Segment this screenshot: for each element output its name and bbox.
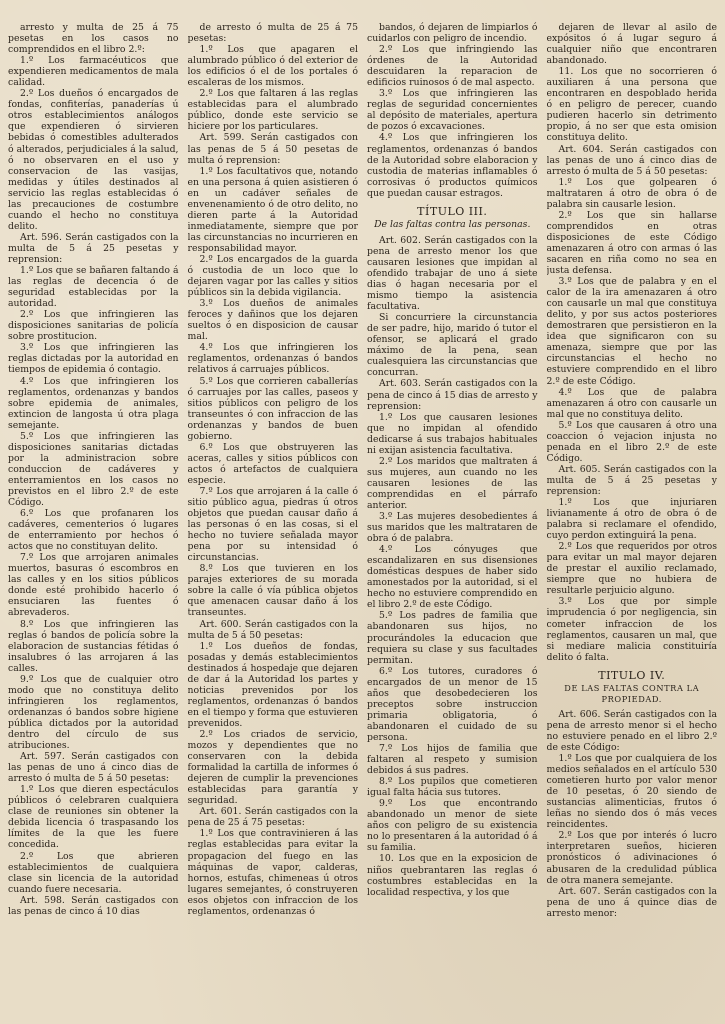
paragraph: 8.º Los pupilos que cometieren igual falta hácia sus tutores. bbox=[367, 776, 538, 799]
article-heading: Art. 596. Serán castigados con la multa de 5 á 25 pesetas y reprension: bbox=[8, 231, 179, 265]
paragraph: 2.º Los que por interés ó lucro interpretaren sueños, hicieren pronósticos ó adivinaciones ó abusaren de la credulidad pública de otra manera semejante. bbox=[546, 830, 717, 886]
paragraph: 1.º Los que dieren espectáculos públicos ó celebraren cualquiera clase de reuniones sin obtener la debida licencia ó traspasando los límites de la que les fuere concedida. bbox=[8, 784, 179, 851]
paragraph: Si concurriere la circunstancia de ser padre, hijo, marido ó tutor el ofensor, se aplicará el grado máximo de la pena, sean cualesquiera las circunstancias que concurran. bbox=[367, 312, 538, 379]
paragraph: 7.º Los que arrojaren á la calle ó sitio público agua, piedras ú otros objetos que puedan causar daño á las personas ó en las cosas, si el hecho no tuviere señalada mayor pena por su intensidad ó circunstancias. bbox=[187, 485, 358, 564]
article-heading: Art. 602. Serán castigados con la pena de arresto menor los que causaren lesiones que impidan al ofendido trabajar de uno á siete dias ó hagan necesaria por el mismo tiempo la asistencia facultativa. bbox=[367, 234, 538, 313]
paragraph: 2.º Los que infringiendo las órdenes de la Autoridad descuidaren la reparacion de edificios ruinosos ó de mal aspecto. bbox=[367, 44, 538, 89]
paragraph: 4.º Los que de palabra amenazaren á otro con causarle un mal que no constituya delito. bbox=[546, 386, 717, 420]
paragraph: 7.º Los que arrojaren animales muertos, basuras ó escombros en las calles y en los sitios públicos donde esté prohibido hacerlo ó ensuciaren las fuentes ó abrevaderos. bbox=[8, 552, 179, 619]
paragraph: 1.º Los que contravinieren á las reglas establecidas para evitar la propagacion del fuego en las máquinas de vapor, calderas, hornos, estufas, chimeneas ú otros lugares semejantes, ó construyeren esos objetos con infraccion de los reglamentos, ordenanzas ó bbox=[187, 828, 358, 917]
article-heading: Art. 603. Serán castigados con la pena de cinco á 15 dias de arresto y reprension: bbox=[367, 378, 538, 412]
paragraph: 5.º Los que infringieren las disposiciones sanitarias dictadas por la administracion sobre conduccion de cadáveres y enterramientos en los casos no previstos en el libro 2.º de este Código. bbox=[8, 430, 179, 509]
section-title: TÍTULO III. bbox=[417, 204, 488, 218]
paragraph: 8.º Los que infringieren las reglas ó bandos de policía sobre la elaboracion de sustancias fétidas ó insalubres ó las arrojaren á las calles. bbox=[8, 618, 179, 674]
paragraph: 1.º Los dueños de fondas, posadas y demás establecimientos destinados á hospedaje que dejaren de dar á la Autoridad los partes y noticias prevenidos por los reglamentos, ordenanzas ó bandos en el tiempo y forma que estuvieren prevenidos. bbox=[187, 640, 358, 729]
article-heading: Art. 604. Serán castigados con las penas de uno á cinco dias de arresto ó multa de 5 á 50 pesetas: bbox=[546, 143, 717, 177]
paragraph: 6.º Los que profanaren los cadáveres, cementerios ó lugares de enterramiento por hechos ó actos que no constituyan delito. bbox=[8, 508, 179, 553]
paragraph: 5.º Los padres de familia que abandonaren sus hijos, no procurándoles la educacion que requiera su clase y sus facultades permitan. bbox=[367, 610, 538, 666]
paragraph: 1.º Los que por cualquiera de los medios señalados en el artículo 530 cometieren hurto por valor menor de 10 pesetas, ó 20 siendo de sustancias alimenticias, frutos ó leñas no siendo dos ó más veces reincidentes. bbox=[546, 753, 717, 831]
column-1 bbox=[8, 22, 179, 1014]
paragraph: 1.º Los que causaren lesiones que no impidan al ofendido dedicarse á sus trabajos habituales ni exijan asistencia facultativa. bbox=[367, 411, 538, 456]
paragraph: 1.º Los que golpearen ó maltrataren á otro de obra ó de palabra sin causarle lesion. bbox=[546, 176, 717, 210]
article-heading: Art. 598. Serán castigados con las penas de cinco á 10 dias bbox=[8, 894, 179, 917]
paragraph: 6.º Los que obstruyeren las aceras, calles y sitios públicos con actos ó artefactos de cualquiera especie. bbox=[187, 441, 358, 486]
paragraph: 2.º Los criados de servicio, mozos y dependientes que no conservaren con la debida formalidad la cartilla de informes ó dejeren de cumplir la prevenciones establecidas para garantía y seguridad. bbox=[187, 729, 358, 807]
paragraph: 4.º Los que infringieren los reglamentos, ordenanzas ó bandos relativos á carruajes públicos. bbox=[187, 342, 358, 376]
paragraph: 9.º Los que encontrando abandonado un menor de siete años con peligro de su existencia no lo presentaren á la autoridad ó á su familia. bbox=[367, 798, 538, 854]
paragraph: 1.º Los facultativos que, notando en una persona á quien asistieren ó en un cadáver señales de envenenamiento ó de otro delito, no dieren parte á la Autoridad inmediatamente, siempre que por las circunstancias no incurrieren en responsabilidad mayor. bbox=[187, 165, 358, 254]
paragraph: 2.º Los que abrieren establecimientos de cualquiera clase sin licencia de la autoridad cuando fuere necesaria. bbox=[8, 850, 179, 895]
paragraph: 3.º Los que de palabra y en el calor de la ira amenazaren á otro con causarle un mal que constituya delito, y por sus actos posteriores demostraren que persistieron en la idea que significaron con su amenaza, siempre que por las circunstancias el hecho no estuviere comprendido en el libro 2.º de este Código. bbox=[546, 276, 717, 387]
paragraph: 2.º Los dueños ó encargados de fondas, confiterías, panaderías ú otros establecimientos análogos que expendieren ó sirvieren bebidas ó comestibles adulterados ó alterados, perjudiciales á la salud, ó no observaren en el uso y conservacion de las vasijas, medidas y útiles destinados al servicio las reglas establecidas ó las precauciones de costumbre cuando el hecho no constituya delito. bbox=[8, 88, 179, 232]
article-heading: Art. 597. Serán castigados con las penas de uno á cinco dias de arresto ó multa de 5 á 50 pesetas: bbox=[8, 751, 179, 785]
paragraph: 9.º Los que de cualquier otro modo que no constituya delito infringieren los reglamentos, ordenanzas ó bandos sobre higiene pública dictados por la autoridad dentro del círculo de sus atribuciones. bbox=[8, 673, 179, 752]
paragraph: arresto y multa de 25 á 75 pesetas en los casos no comprendidos en el libro 2.º: bbox=[8, 22, 179, 56]
paragraph: bandos, ó dejaren de limpiarlos ó cuidarlos con peligro de incendio. bbox=[367, 22, 538, 45]
article-heading: Art. 600. Serán castigados con la multa de 5 á 50 pesetas: bbox=[187, 618, 358, 641]
paragraph: 5.º Los que corrieren caballerías ó carruajes por las calles, paseos y sitios públicos con peligro de los transeuntes ó con infraccion de las ordenanzas y bandos de buen gobierno. bbox=[187, 375, 358, 442]
paragraph: 3.º Las mujeres desobedientes á sus maridos que les maltrataren de obra ó de palabra. bbox=[367, 511, 538, 545]
paragraph: 11. Los que no socorrieren ó auxiliaren á una persona que encontraren en despoblado herida ó en peligro de perecer, cuando pudieren hacerlo sin detrimento propio, á no ser que esta omision constituya delito. bbox=[546, 66, 717, 144]
column-4 bbox=[547, 22, 718, 1014]
paragraph: 3.º Los que infringieren las reglas de seguridad concernientes al depósito de materiales, apertura de pozos ó excavaciones. bbox=[367, 88, 538, 133]
article-heading: Art. 607. Serán castigados con la pena de uno á quince dias de arresto menor: bbox=[546, 885, 717, 919]
paragraph: 6.º Los tutores, curadores ó encargados de un menor de 15 años que desobedecieren los preceptos sobre instruccion primaria obligatoria, ó abandonaren el cuidado de su persona. bbox=[367, 665, 538, 743]
paragraph: 1.º Los que se bañaren faltando á las reglas de decencia ó de seguridad establecidas por la autoridad. bbox=[8, 265, 179, 310]
paragraph: 4.º Los que infringieren los reglamentos, ordenanzas ó bandos de la Autoridad sobre elaboracion y custodia de materias inflamables ó corrosivas ó productos químicos que puedan causar estragos. bbox=[367, 132, 538, 199]
column-2 bbox=[188, 22, 359, 1014]
section-caption: DE LAS FALTAS CONTRA LA PROPIEDAD. bbox=[564, 682, 700, 704]
paragraph: de arresto ó multa de 25 á 75 pesetas: bbox=[187, 22, 358, 45]
paragraph: 3.º Los que infringieren las reglas dictadas por la autoridad en tiempos de epidemia ó contagio. bbox=[8, 342, 179, 376]
section-subtitle: De las faltas contra las personas. bbox=[374, 218, 531, 230]
article-heading: Art. 601. Serán castigados con la pena de 25 á 75 pesetas: bbox=[187, 806, 358, 829]
column-3 bbox=[367, 22, 538, 1014]
paragraph: 4.º Los que infringieren los reglamentos, ordenanzas y bandos sobre epidemia de animales, extincion de langosta ú otra plaga semejante. bbox=[8, 375, 179, 431]
paragraph: 2.º Los maridos que maltraten á sus mujeres, aun cuando no les causaren lesiones de las comprendidas en el párrafo anterior. bbox=[367, 455, 538, 511]
paragraph: 8.º Los que tuvieren en los parajes exteriores de su morada sobre la calle ó vía pública objetos que amenacen causar daño á los transeuntes. bbox=[187, 563, 358, 619]
paragraph: 2.º Los que sin hallarse comprendidos en otras disposiciones de este Código amenazaren á otro con armas ó las sacaren en riña como no sea en justa defensa. bbox=[546, 209, 717, 277]
article-heading: Art. 606. Serán castigados con la pena de arresto menor si el hecho no estuviere penado en el libro 2.º de este Código: bbox=[546, 708, 717, 753]
paragraph: 4.º Los cónyuges que escandalizaren en sus disensiones domésticas despues de haber sido amonestados por la autoridad, si el hecho no estuviere comprendido en el libro 2.º de este Código. bbox=[367, 544, 538, 611]
paragraph: dejaren de llevar al asilo de expósitos ó á lugar seguro á cualquier niño que encontraren abandonado. bbox=[546, 22, 717, 67]
paragraph: 1.º Los que apagaren el alumbrado público ó del exterior de los edificios ó el de los portales ó escaleras de los mismos. bbox=[187, 44, 358, 89]
paragraph: 10. Los que en la exposicion de niños quebrantaren las reglas ó costumbres establecidas en la localidad respectiva, y los que bbox=[367, 853, 538, 898]
text-columns bbox=[8, 22, 717, 1014]
section-title: TITULO IV. bbox=[598, 668, 666, 682]
paragraph: 2.º Los que requeridos por otros para evitar un mal mayor dejaren de prestar el auxilio reclamado, siempre que no hubiera de resultarle perjuicio alguno. bbox=[546, 541, 717, 597]
paragraph: 3.º Los que por simple imprudencia ó por negligencia, sin cometer infraccion de los reglamentos, causaren un mal, que si mediare malicia constituiría delito ó falta. bbox=[546, 596, 717, 663]
paragraph: 2.º Los encargados de la guarda ó custodia de un loco que lo dejaren vagar por las calles y sitios públicos sin la debida vigilancia. bbox=[187, 253, 358, 299]
paragraph: 1.º Los que injuriaren livianamente á otro de obra ó de palabra si reclamare el ofendido, cuyo perdon extinguirá la pena. bbox=[546, 497, 717, 542]
paragraph: 7.º Los hijos de familia que faltaren al respeto y sumision debidos á sus padres. bbox=[367, 743, 538, 777]
paragraph: 2.º Los que infringieren las disposiciones sanitarias de policía sobre prostitucion. bbox=[8, 309, 179, 343]
paragraph: 1.º Los farmacéuticos que expendieren medicamentos de mala calidad. bbox=[8, 55, 179, 89]
article-heading: Art. 605. Serán castigados con la multa de 5 á 25 pesetas y reprension: bbox=[546, 463, 717, 497]
paragraph: 3.º Los dueños de animales feroces y dañinos que los dejaren sueltos ó en disposicion de causar mal. bbox=[187, 298, 358, 343]
article-heading: Art. 599. Serán castigados con las penas de 5 á 50 pesetas de multa ó reprension: bbox=[187, 132, 358, 166]
paragraph: 5.º Los que causaren á otro una coaccion ó vejacion injusta no penada en el libro 2.º de este Código. bbox=[546, 419, 717, 464]
paragraph: 2.º Los que faltaren á las reglas establecidas para el alumbrado público, donde este servicio se hiciere por los particulares. bbox=[187, 88, 358, 133]
